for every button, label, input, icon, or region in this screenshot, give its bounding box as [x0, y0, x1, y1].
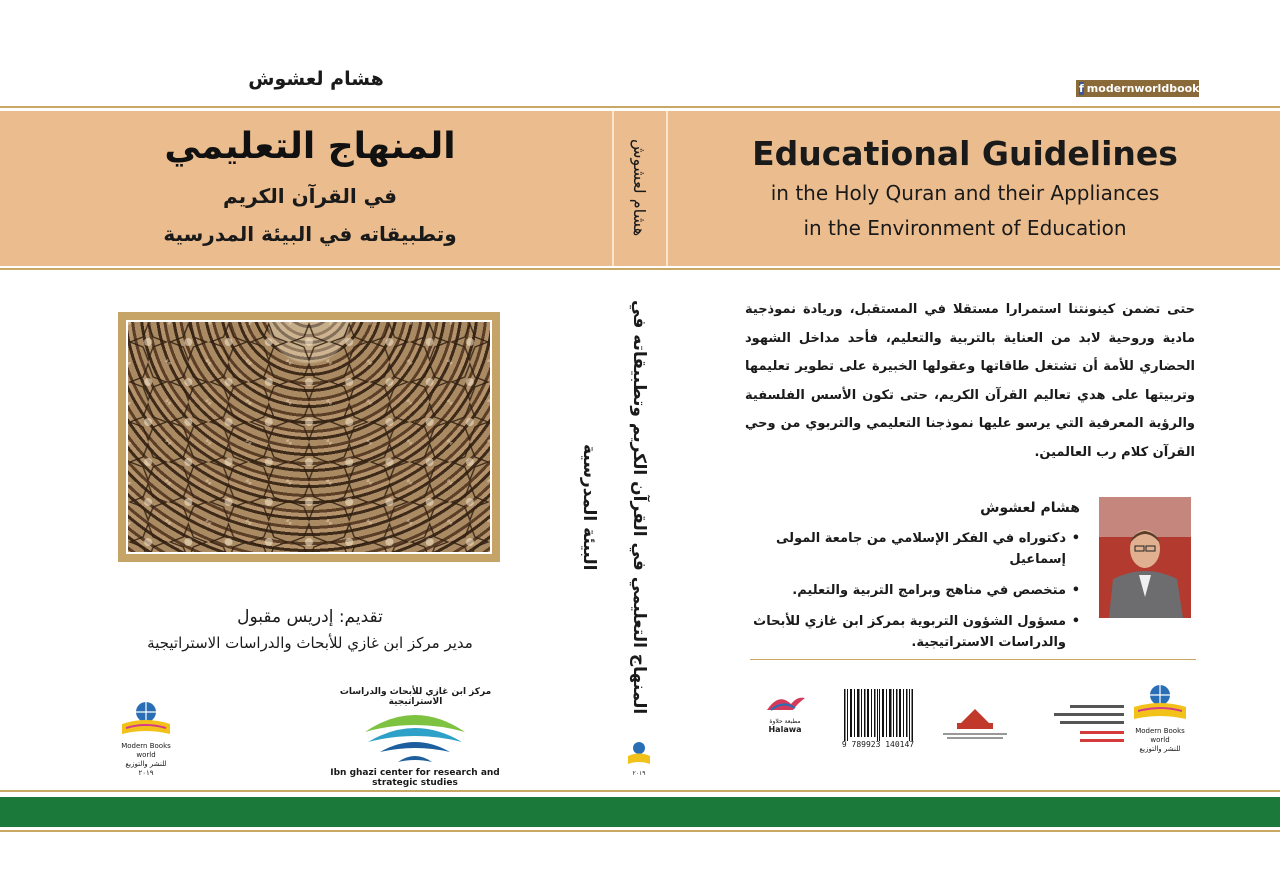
- top-gold-rule: [0, 106, 1280, 108]
- halawa-logo: [757, 690, 813, 734]
- halawa-en: Halawa: [768, 725, 802, 734]
- facebook-handle: modernworldbook: [1086, 82, 1200, 95]
- bio-list: [730, 528, 1080, 663]
- modern-books-logo-back: [1128, 683, 1192, 754]
- ibn-ghazi-ar: مركز ابن غازي للأبحاث والدراسات الاستراتيجية: [339, 687, 492, 707]
- front-title: المنهاج التعليمي: [164, 126, 456, 167]
- back-english-subtitle-line1: in the Holy Quran and their Appliances: [770, 181, 1160, 205]
- facebook-badge[interactable]: [1076, 80, 1199, 97]
- modern-books-en-back: Modern Books world: [1135, 727, 1185, 744]
- contact-info-block: [1050, 703, 1126, 753]
- front-author-name: هشام لعشوش: [248, 68, 384, 90]
- green-band-top-rule: [0, 790, 1280, 792]
- islamic-pattern-art: [126, 320, 492, 554]
- author-photo: [1099, 497, 1191, 618]
- bird-icon: [757, 690, 813, 714]
- globe-book-icon: [1128, 683, 1192, 723]
- modern-books-ar: للنشر والتوزيع: [125, 760, 167, 768]
- band-bottom-gold-rule: [0, 268, 1280, 270]
- preface-label: تقديم: إدريس مقبول: [237, 607, 383, 627]
- back-divider: [750, 659, 1196, 660]
- bio-author-name: هشام لعشوش: [980, 500, 1080, 516]
- distributor-logo: [937, 703, 1013, 747]
- spine-author-name: هشام لعشوش: [630, 139, 649, 237]
- front-subtitle-line1: في القرآن الكريم: [222, 184, 397, 208]
- preface-role: مدير مركز ابن غازي للأبحاث والدراسات الاستراتيجية: [147, 634, 473, 652]
- ibn-ghazi-logo: [360, 704, 470, 766]
- ibn-ghazi-en: Ibn ghazi center for research and strategic studies: [330, 768, 500, 788]
- bio-item: • دكتوراه في الفكر الإسلامي من جامعة المولى إسماعيل: [730, 528, 1080, 570]
- green-band-bottom-rule: [0, 830, 1280, 832]
- modern-books-logo-front: [116, 700, 176, 778]
- back-blurb: حتى تضمن كينونتنا استمرارا مستقلا في المستقبل، وريادة نموذجية مادية وروحية لابد من العناية بالتربية والتعليم، فأحد مداخل الشهود الحضاري للأمة أن تشتغل طاقاتها وعقولها الخبيرة على تطوير تعليمها وتربيتها على هدي تعاليم القرآن الكريم، حتى تكون الأسس الفلسفية والرؤية المعرفية التي يرسو عليها نموذجنا التعليمي والتربوي من وحي القرآن كلام رب العالمين.: [745, 302, 1195, 460]
- modern-books-ar-back: للنشر والتوزيع: [1139, 745, 1181, 753]
- front-subtitle-line2: وتطبيقاته في البيئة المدرسية: [163, 222, 457, 246]
- publish-year: ٢٠١٩: [138, 769, 154, 777]
- isbn-barcode: [842, 689, 914, 741]
- cover-pattern-image: [118, 312, 500, 562]
- isbn-number: 9 789923 140147: [841, 740, 915, 749]
- contact-lines-icon: [1050, 703, 1126, 749]
- globe-book-icon: [625, 740, 653, 766]
- modern-books-logo-spine: [625, 740, 653, 778]
- spine-year: ٢٠١٩: [632, 770, 646, 777]
- back-english-title: Educational Guidelines: [752, 134, 1178, 173]
- back-english-subtitle-line2: in the Environment of Education: [803, 216, 1127, 240]
- facebook-icon: f: [1079, 82, 1084, 95]
- modern-books-en: Modern Books world: [121, 742, 171, 759]
- bio-item: • مسؤول الشؤون التربوية بمركز ابن غازي للأبحاث والدراسات الاستراتيجية.: [730, 611, 1080, 653]
- spine-title: المنهاج التعليمي في القرآن الكريم وتطبيقاته في البيئة المدرسية: [579, 299, 649, 715]
- bio-item: • متخصص في مناهج وبرامج التربية والتعليم.: [730, 580, 1080, 601]
- spine-right-edge: [666, 111, 668, 266]
- book-stack-icon: [937, 703, 1013, 743]
- globe-book-icon: [116, 700, 176, 738]
- halawa-ar: مطبعة حلاوة: [769, 718, 801, 725]
- green-band: [0, 797, 1280, 827]
